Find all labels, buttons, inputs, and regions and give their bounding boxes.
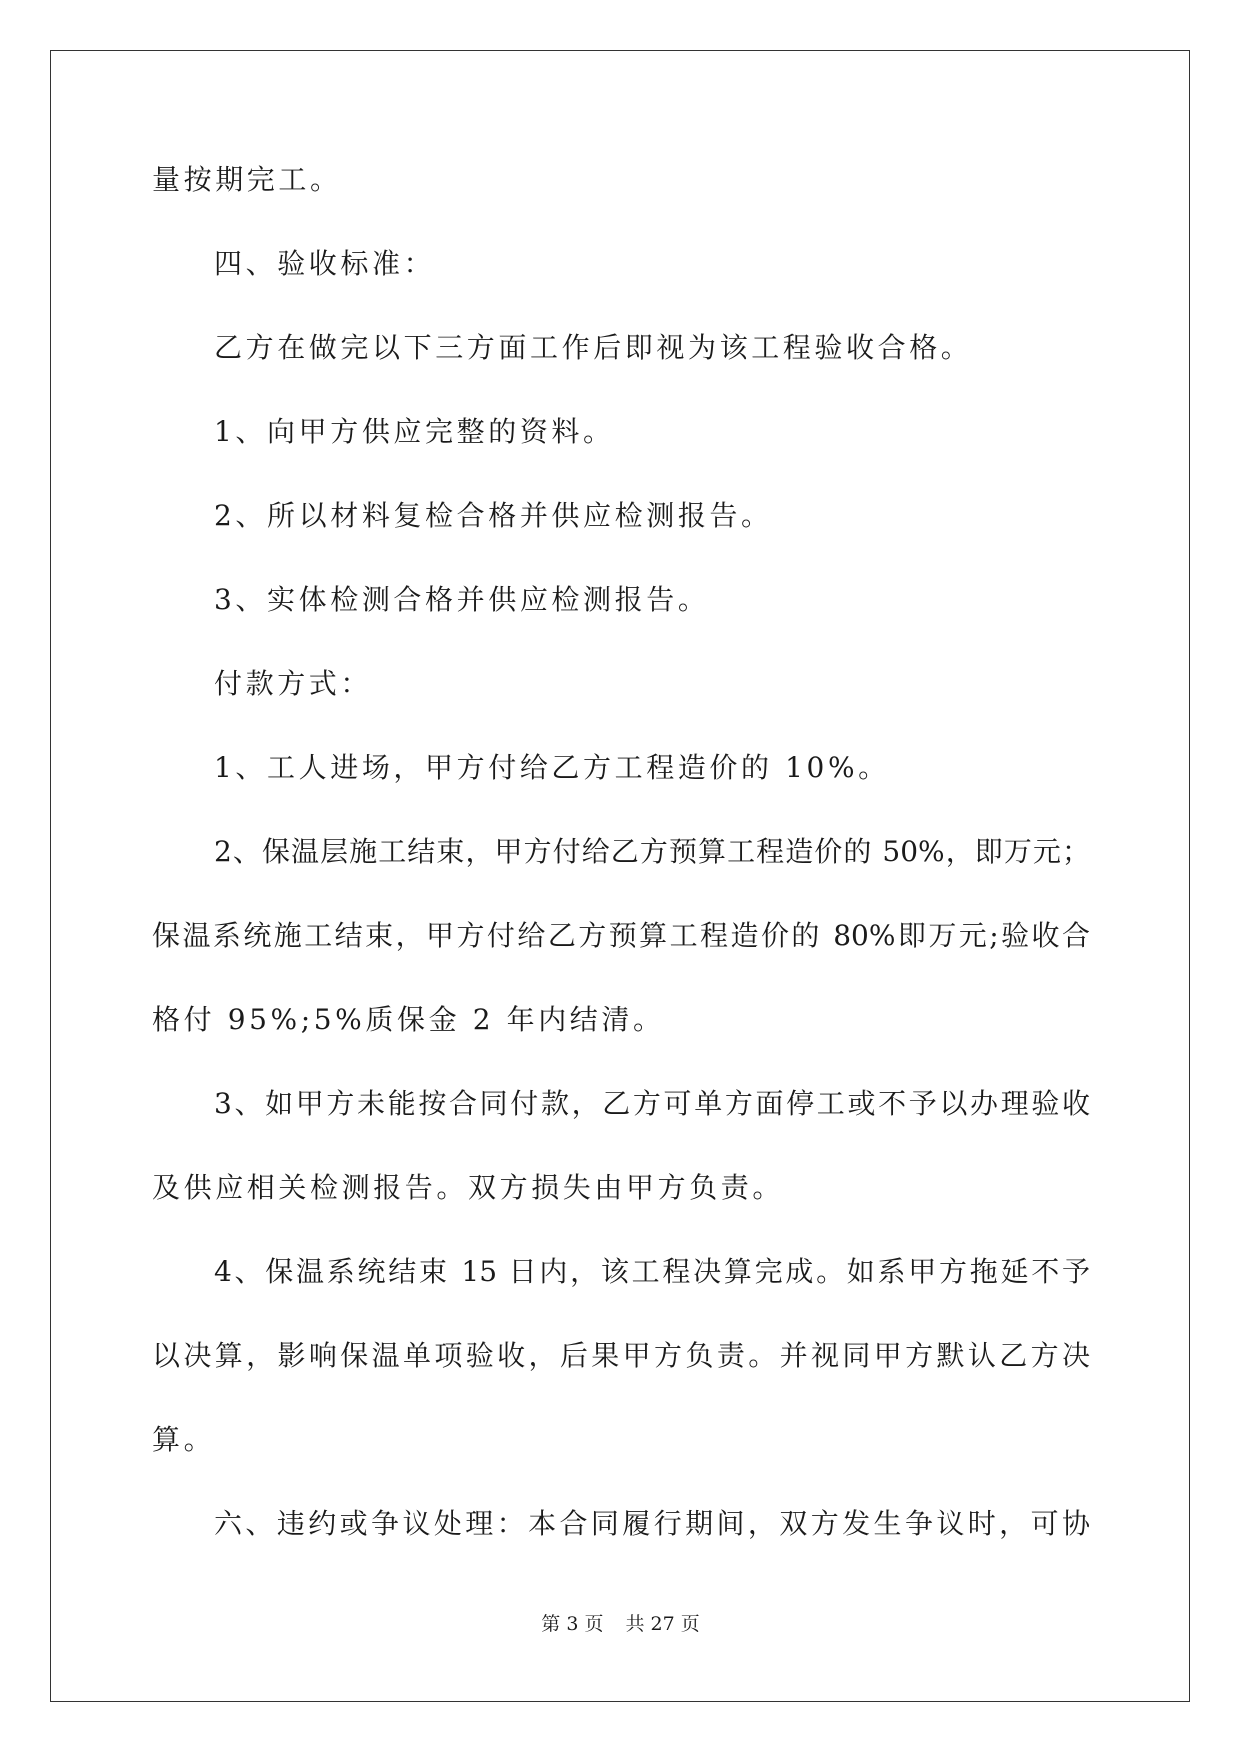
paragraph-line: 及供应相关检测报告。双方损失由甲方负责。 — [152, 1171, 785, 1204]
list-item: 3、如甲方未能按合同付款，乙方可单方面停工或不予以办理验收 — [214, 1087, 1090, 1120]
page-total: 共 27 页 — [625, 1613, 700, 1635]
list-item: 2、所以材料复检合格并供应检测报告。 — [214, 499, 773, 532]
paragraph-line: 以决算，影响保温单项验收，后果甲方负责。并视同甲方默认乙方决 — [152, 1339, 1090, 1372]
section-heading: 付款方式： — [214, 667, 373, 700]
paragraph-line: 保温系统施工结束，甲方付给乙方预算工程造价的 80%即万元;验收合 — [152, 919, 1090, 952]
list-item: 1、工人进场，甲方付给乙方工程造价的 10%。 — [214, 751, 890, 784]
page-number: 第 3 页 — [541, 1613, 604, 1635]
list-item: 2、保温层施工结束，甲方付给乙方预算工程造价的 50%，即万元； — [214, 835, 1090, 868]
list-item: 1、向甲方供应完整的资料。 — [214, 415, 615, 448]
paragraph-line: 量按期完工。 — [152, 163, 342, 196]
paragraph-line: 算。 — [152, 1423, 216, 1456]
list-item: 4、保温系统结束 15 日内，该工程决算完成。如系甲方拖延不予 — [214, 1255, 1090, 1288]
section-heading: 六、违约或争议处理：本合同履行期间，双方发生争议时，可协 — [214, 1507, 1090, 1540]
paragraph-line: 格付 95%;5%质保金 2 年内结清。 — [152, 1003, 665, 1036]
section-heading: 四、验收标准： — [214, 247, 436, 280]
page-footer — [0, 1612, 1241, 1636]
page-border — [50, 50, 1190, 1702]
paragraph-line: 乙方在做完以下三方面工作后即视为该工程验收合格。 — [214, 331, 973, 364]
list-item: 3、实体检测合格并供应检测报告。 — [214, 583, 710, 616]
